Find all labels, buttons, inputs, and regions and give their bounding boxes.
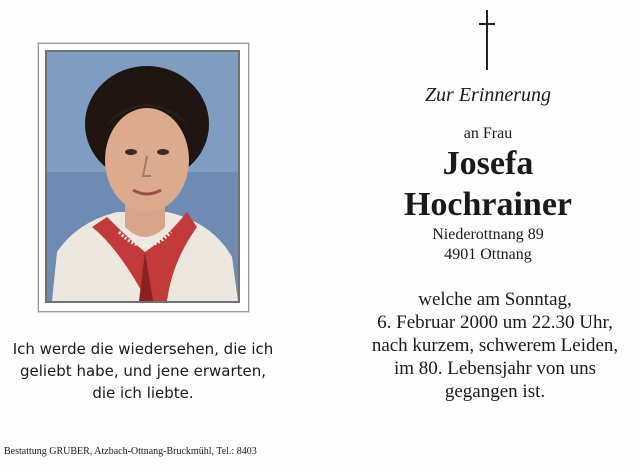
notice-line: 6. Februar 2000 um 22.30 Uhr, — [377, 312, 613, 333]
notice-line: gegangen ist. — [444, 381, 546, 402]
verse-line: die ich liebte. — [92, 384, 194, 402]
verse-text — [2, 338, 284, 404]
death-notice — [340, 288, 640, 403]
funeral-home-footer: Bestattung GRUBER, Atzbach-Ottnang-Bruckmühl, Tel.: 8403 — [4, 446, 257, 457]
address-line-1: Niederottnang 89 — [432, 226, 544, 243]
cross-icon — [479, 10, 495, 70]
notice-line: nach kurzem, schwerem Leiden, — [371, 335, 619, 356]
last-name: Hochrainer — [403, 186, 573, 223]
name-prefix: an Frau — [463, 125, 513, 142]
verse-line: Ich werde die wiedersehen, die ich — [12, 340, 274, 358]
address-line-2: 4901 Ottnang — [444, 246, 532, 263]
notice-line: im 80. Lebensjahr von uns — [393, 358, 597, 379]
portrait-photo — [45, 50, 240, 303]
notice-line: welche am Sonntag, — [418, 289, 572, 310]
photo-frame — [38, 43, 249, 312]
first-name: Josefa — [442, 145, 534, 182]
memorial-intro: Zur Erinnerung — [424, 84, 552, 106]
verse-line: geliebt habe, und jene erwarten, — [19, 362, 267, 380]
